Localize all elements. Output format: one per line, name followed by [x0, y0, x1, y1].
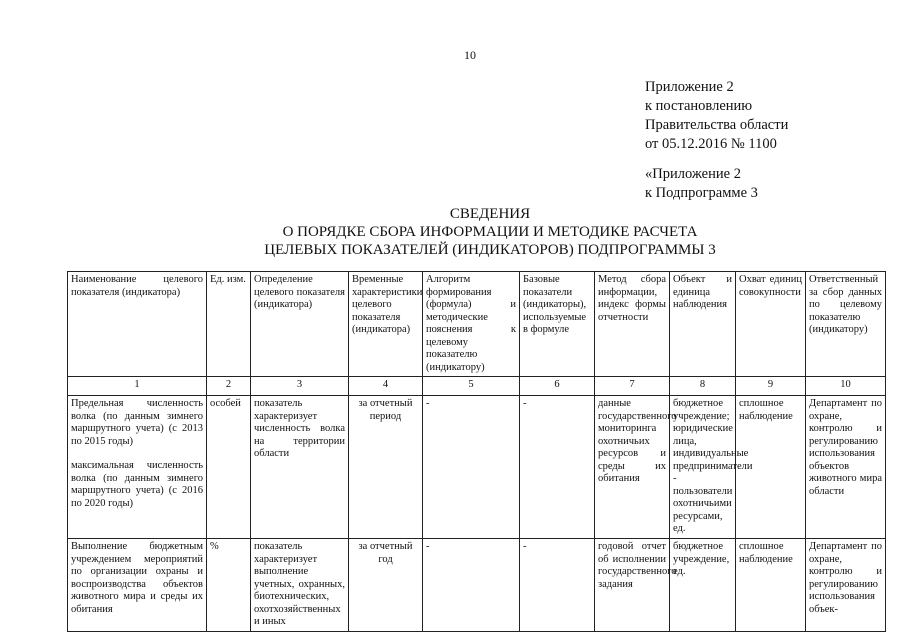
column-number: 5 [423, 377, 520, 396]
header-cell: Базовые показатели (индикаторы), используемые в формуле [520, 272, 595, 377]
unit-cell: % [207, 539, 251, 632]
header-cell: Объект и единица наблюдения [670, 272, 736, 377]
object-cell: бюджетное учреждение; юридические лица, индивидуальные предприниматели - пользователи охотничьими ресурсами, ед. [670, 396, 736, 539]
page-number: 10 [464, 48, 476, 62]
column-number: 10 [806, 377, 886, 396]
object-cell: бюджетное учреждение, ед. [670, 539, 736, 632]
document-title [210, 205, 770, 259]
column-number: 9 [736, 377, 806, 396]
header-cell: Алгоритм формирования (формула) и методические пояснения к целевому показателю (индикатору) [423, 272, 520, 377]
algorithm-cell: - [423, 539, 520, 632]
coverage-cell: сплошное наблюдение [736, 539, 806, 632]
table-header-row [68, 272, 886, 377]
column-number: 6 [520, 377, 595, 396]
column-number: 1 [68, 377, 207, 396]
title-line: СВЕДЕНИЯ [449, 206, 531, 222]
indicator-name: Предельная численность волка (по данным зимнего маршрутного учета) (с 2013 по 2015 годы) [71, 398, 203, 447]
sub-appendix-line: к Подпрограмме 3 [645, 185, 758, 201]
header-cell: Ед. изм. [207, 272, 251, 377]
header-cell: Определение целевого показателя (индикатора) [251, 272, 349, 377]
appendix-line: Приложение 2 [645, 79, 734, 95]
indicator-name-cell: Выполнение бюджетным учреждением мероприятий по организации охраны и воспроизводства объектов животного мира и среды их обитания [68, 539, 207, 632]
column-number: 4 [349, 377, 423, 396]
title-line: ЦЕЛЕВЫХ ПОКАЗАТЕЛЕЙ (ИНДИКАТОРОВ) ПОДПРОГРАММЫ 3 [264, 242, 716, 258]
indicators-table [67, 271, 886, 632]
responsible-cell: Департамент по охране, контролю и регулированию использования объек- [806, 539, 886, 632]
base-cell: - [520, 396, 595, 539]
time-cell: за отчетный период [349, 396, 423, 539]
coverage-cell: сплошное наблюдение [736, 396, 806, 539]
base-cell: - [520, 539, 595, 632]
algorithm-cell: - [423, 396, 520, 539]
appendix-line: от 05.12.2016 № 1100 [645, 136, 777, 152]
method-cell: данные государственного мониторинга охотничьих ресурсов и среды их обитания [595, 396, 670, 539]
title-line: О ПОРЯДКЕ СБОРА ИНФОРМАЦИИ И МЕТОДИКЕ РАСЧЕТА [282, 224, 698, 240]
definition-cell: показатель характеризует численность волка на территории области [251, 396, 349, 539]
header-cell: Метод сбора информации, индекс формы отчетности [595, 272, 670, 377]
column-number: 2 [207, 377, 251, 396]
table-row [68, 396, 886, 539]
column-number: 7 [595, 377, 670, 396]
time-cell: за отчетный год [349, 539, 423, 632]
column-number: 8 [670, 377, 736, 396]
responsible-cell: Департамент по охране, контролю и регулированию использования объектов животного мира области [806, 396, 886, 539]
table-row [68, 539, 886, 632]
definition-cell: показатель характеризует выполнение учетных, охранных, биотехнических, охотхозяйственных и иных [251, 539, 349, 632]
method-cell: годовой отчет об исполнении государственного задания [595, 539, 670, 632]
appendix-line: Правительства области [645, 117, 789, 133]
indicator-name-cell [68, 396, 207, 539]
indicator-name: максимальная численность волка (по данным зимнего маршрутного учета) (с 2016 по 2020 годы) [71, 460, 203, 509]
header-cell: Охват единиц совокупности [736, 272, 806, 377]
sub-appendix-line: «Приложение 2 [645, 166, 741, 182]
column-number: 3 [251, 377, 349, 396]
sub-appendix-block [645, 165, 758, 203]
header-cell: Ответственный за сбор данных по целевому показателю (индикатору) [806, 272, 886, 377]
header-cell: Временные характеристики целевого показателя (индикатора) [349, 272, 423, 377]
column-number-row [68, 377, 886, 396]
appendix-block [645, 78, 788, 154]
header-cell: Наименование целевого показателя (индикатора) [68, 272, 207, 377]
appendix-line: к постановлению [645, 98, 753, 114]
unit-cell: особей [207, 396, 251, 539]
